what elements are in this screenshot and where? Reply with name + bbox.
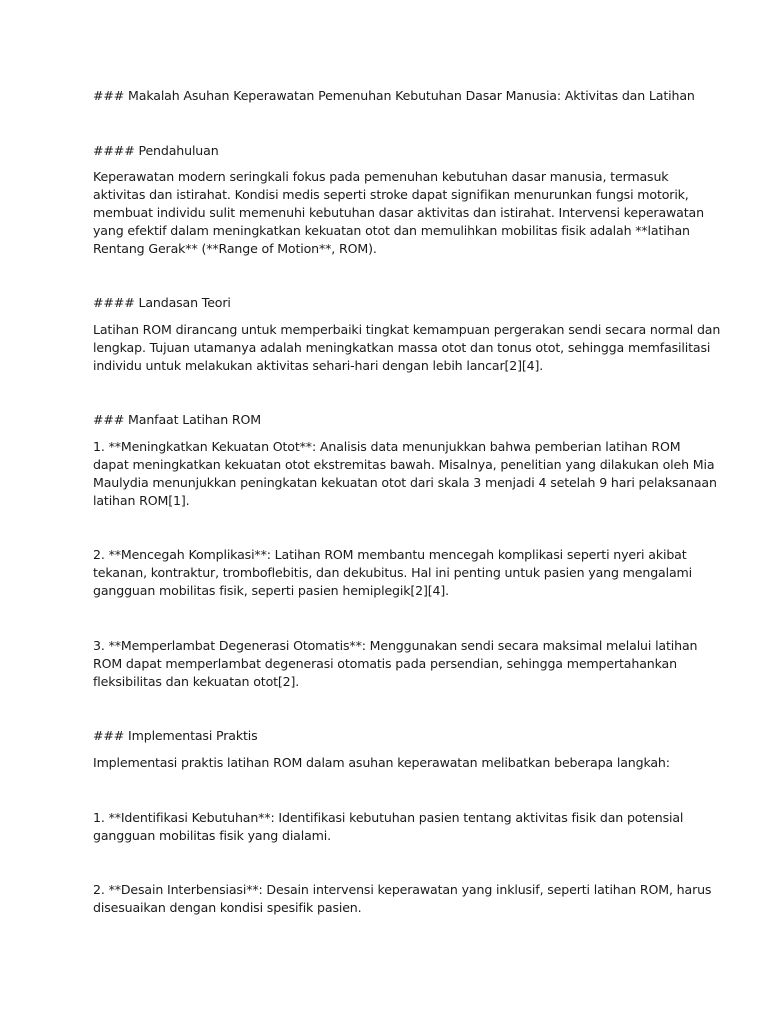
list-item-line: fleksibilitas dan kekuatan otot[2].	[93, 674, 300, 689]
list-item-line: 2. **Desain Interbensiasi**: Desain intervensi keperawatan yang inklusif, seperti latihan ROM, harus	[93, 882, 712, 897]
heading-manfaat: ### Manfaat Latihan ROM	[93, 412, 261, 427]
list-item-line: dapat meningkatkan kekuatan otot ekstremitas bawah. Misalnya, penelitian yang dilakukan oleh Mia	[93, 457, 715, 472]
list-item-line: 2. **Mencegah Komplikasi**: Latihan ROM membantu mencegah komplikasi seperti nyeri akibat	[93, 547, 687, 562]
paragraph-line: Keperawatan modern seringkali fokus pada pemenuhan kebutuhan dasar manusia, termasuk	[93, 169, 669, 184]
paragraph-line: Rentang Gerak** (**Range of Motion**, ROM).	[93, 241, 377, 256]
list-item-line: latihan ROM[1].	[93, 493, 190, 508]
paragraph-line: membuat individu sulit memenuhi kebutuhan dasar aktivitas dan istirahat. Intervensi keperawatan	[93, 205, 704, 220]
paragraph-line: Latihan ROM dirancang untuk memperbaiki tingkat kemampuan pergerakan sendi secara normal dan	[93, 322, 721, 337]
document-title: ### Makalah Asuhan Keperawatan Pemenuhan Kebutuhan Dasar Manusia: Aktivitas dan Latihan	[93, 88, 695, 103]
list-item-line: 1. **Meningkatkan Kekuatan Otot**: Analisis data menunjukkan bahwa pemberian latihan ROM	[93, 439, 681, 454]
heading-pendahuluan: #### Pendahuluan	[93, 143, 219, 158]
list-item-line: Maulydia menunjukkan peningkatan kekuatan otot dari skala 3 menjadi 4 setelah 9 hari pelaksanaan	[93, 475, 717, 490]
list-item-line: disesuaikan dengan kondisi spesifik pasien.	[93, 900, 362, 915]
list-item-line: tekanan, kontraktur, tromboflebitis, dan dekubitus. Hal ini penting untuk pasien yang mengalami	[93, 565, 693, 580]
list-item-line: gangguan mobilitas fisik yang dialami.	[93, 828, 331, 843]
heading-implementasi: ### Implementasi Praktis	[93, 728, 258, 743]
paragraph-line: yang efektif dalam meningkatkan kekuatan otot dan memulihkan mobilitas fisik adalah **latihan	[93, 223, 690, 238]
list-item-line: ROM dapat memperlambat degenerasi otomatis pada persendian, sehingga mempertahankan	[93, 656, 677, 671]
paragraph-line: lengkap. Tujuan utamanya adalah meningkatkan massa otot dan tonus otot, sehingga memfasilitasi	[93, 340, 711, 355]
paragraph-line: individu untuk melakukan aktivitas sehari-hari dengan lebih lancar[2][4].	[93, 358, 544, 373]
heading-landasan-teori: #### Landasan Teori	[93, 295, 231, 310]
paragraph-line: Implementasi praktis latihan ROM dalam asuhan keperawatan melibatkan beberapa langkah:	[93, 755, 670, 770]
list-item-line: 1. **Identifikasi Kebutuhan**: Identifikasi kebutuhan pasien tentang aktivitas fisik dan potensial	[93, 810, 684, 825]
list-item-line: 3. **Memperlambat Degenerasi Otomatis**: Menggunakan sendi secara maksimal melalui latihan	[93, 638, 698, 653]
paragraph-line: aktivitas dan istirahat. Kondisi medis seperti stroke dapat signifikan menurunkan fungsi motorik,	[93, 187, 689, 202]
list-item-line: gangguan mobilitas fisik, seperti pasien hemiplegik[2][4].	[93, 583, 450, 598]
